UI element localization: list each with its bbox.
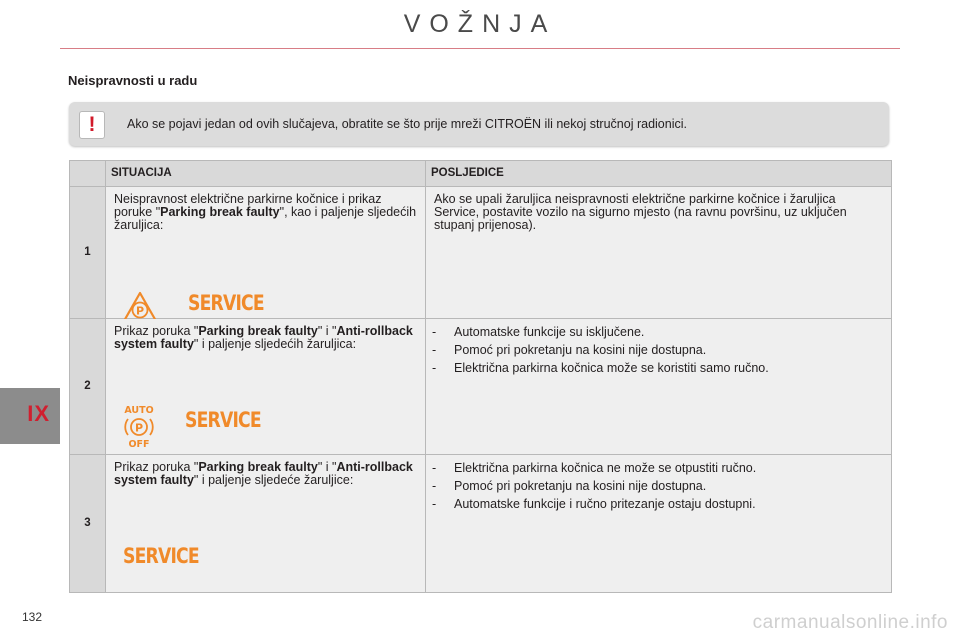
situation-cell (106, 187, 426, 319)
row-number: 3 (70, 455, 106, 593)
service-warning-icon: SERVICE (123, 544, 199, 568)
situation-text: Neispravnost električne parkirne kočnice i prikaz poruke "Parking break faulty", kao i paljenje sljedećih žaruljica: (114, 192, 417, 232)
chapter-tab (0, 388, 60, 444)
table-header-number (70, 161, 106, 187)
warning-box (69, 102, 889, 146)
situation-text: Prikaz poruka "Parking break faulty" i "Anti-rollback system faulty" i paljenje sljedeće žaruljice: (114, 460, 413, 487)
list-item: - Pomoć pri pokretanju na kosini nije dostupna. (432, 343, 707, 357)
list-item: - Pomoć pri pokretanju na kosini nije dostupna. (432, 479, 707, 493)
table-row (70, 187, 892, 319)
table-header-consequences: POSLJEDICE (426, 161, 892, 187)
consequence-list (426, 455, 891, 511)
row-number: 2 (70, 319, 106, 455)
consequence-text: Ako se upali žaruljica neispravnosti električne parkirne kočnice i žaruljica Service, postavite vozilo na sigurno mjesto (na ravnu površinu, uz uključen stupanj prijenosa). (434, 192, 847, 232)
list-item: - Automatske funkcije su isključene. (432, 325, 645, 339)
auto-parking-brake-off-icon (119, 403, 159, 449)
table-header-row (70, 161, 892, 187)
table-row (70, 319, 892, 455)
table-header-situation: SITUACIJA (106, 161, 426, 187)
list-item: - Električna parkirna kočnica ne može se otpustiti ručno. (432, 461, 757, 475)
parking-letter: P (134, 421, 144, 435)
consequence-cell (426, 187, 892, 319)
chapter-tab-label: IX (27, 401, 50, 426)
list-item: - Električna parkirna kočnica može se koristiti samo ručno. (432, 361, 769, 375)
fault-table (69, 160, 892, 593)
table-row (70, 455, 892, 593)
list-item: - Automatske funkcije i ručno pritezanje ostaju dostupni. (432, 497, 756, 511)
chapter-title: VOŽNJA (403, 10, 557, 38)
row-number: 1 (70, 187, 106, 319)
consequence-list (426, 319, 891, 375)
situation-cell (106, 455, 426, 593)
off-label: OFF (128, 439, 150, 449)
service-warning-icon: SERVICE (185, 408, 261, 432)
consequence-cell (426, 319, 892, 455)
page-number: 132 (22, 610, 43, 624)
situation-cell (106, 319, 426, 455)
warning-text: Ako se pojavi jedan od ovih slučajeva, obratite se što prije mreži CITROËN ili nekoj stručnoj radionici. (127, 117, 687, 131)
parking-letter: P (135, 304, 145, 318)
consequence-cell (426, 455, 892, 593)
service-warning-icon: SERVICE (188, 291, 264, 315)
situation-text: Prikaz poruka "Parking break faulty" i "Anti-rollback system faulty" i paljenje sljedećih žaruljica: (114, 324, 413, 351)
auto-label: AUTO (124, 405, 154, 416)
title-divider (60, 48, 900, 49)
watermark: carmanualsonline.info (752, 612, 948, 633)
warning-icon: ! (79, 111, 105, 139)
section-heading: Neispravnosti u radu (68, 73, 198, 88)
